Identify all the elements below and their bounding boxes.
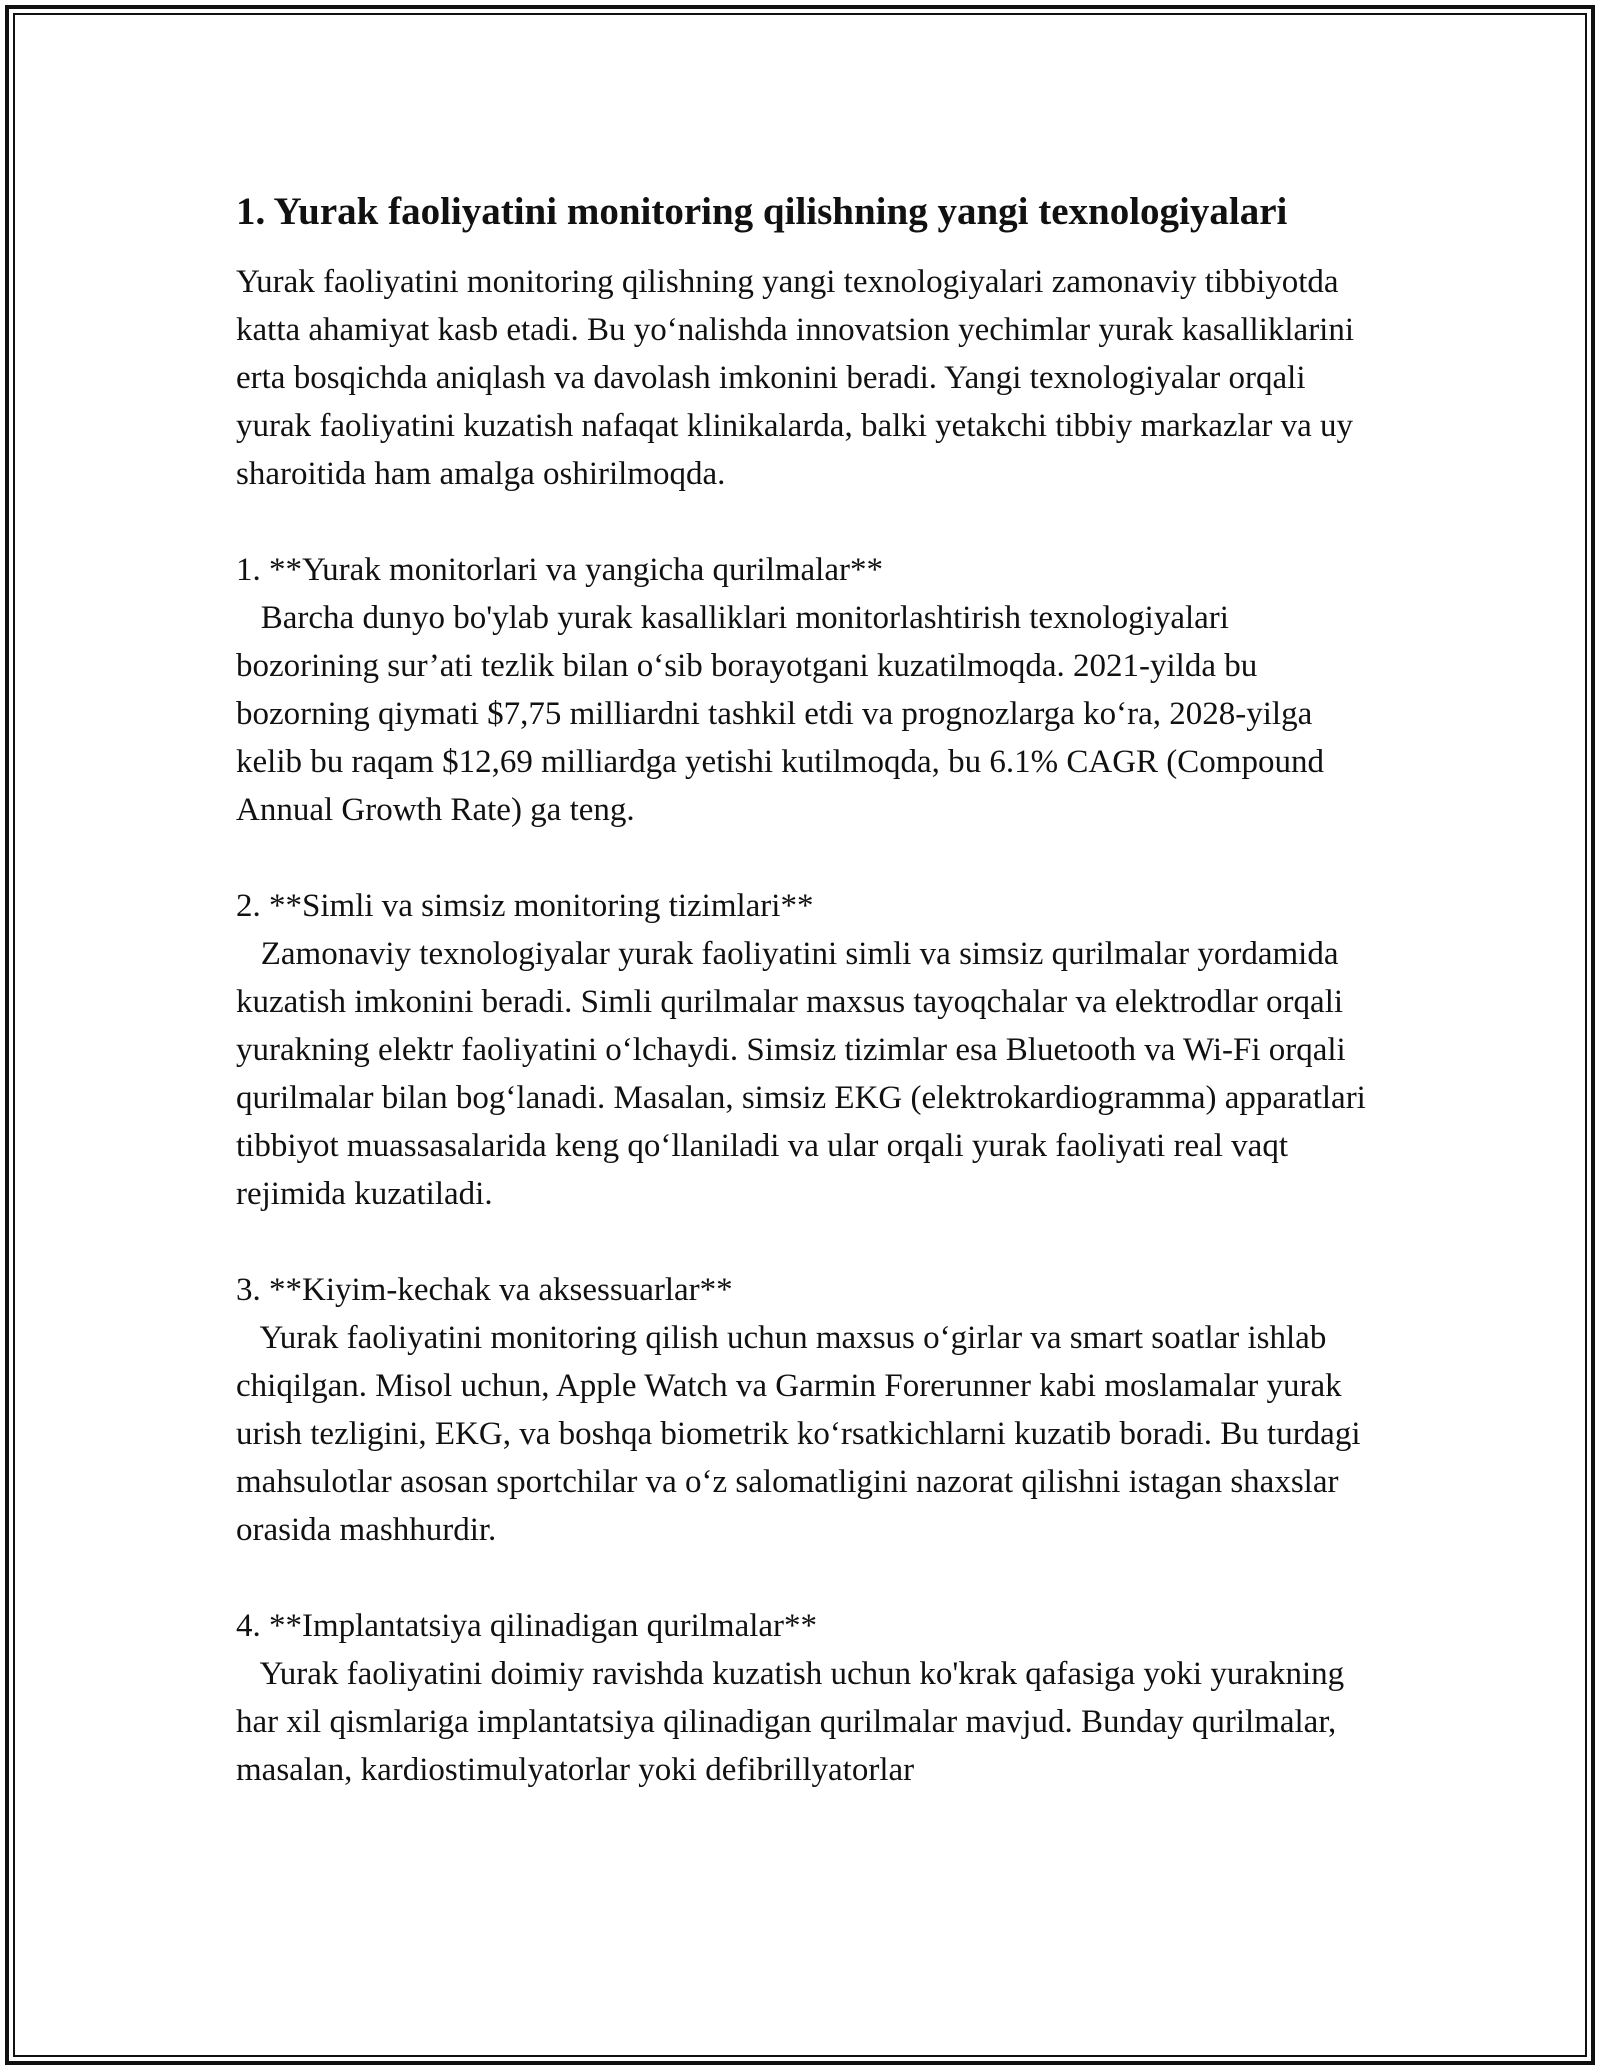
section-2 xyxy=(236,882,1376,1218)
document-title: 1. Yurak faoliyatini monitoring qilishning yangi texnologiyalari xyxy=(236,190,1288,233)
document-body xyxy=(236,186,1376,1794)
section-4 xyxy=(236,1602,1376,1794)
section-3 xyxy=(236,1266,1376,1554)
section-heading: 1. **Yurak monitorlari va yangicha qurilmalar** xyxy=(236,552,883,588)
spacer xyxy=(236,1554,1376,1602)
section-body-text: Zamonaviy texnologiyalar yurak faoliyatini simli va simsiz qurilmalar yordamida kuzatish imkonini beradi. Simli qurilmalar maxsus tayoqchalar va elektrodlar orqali yurakning elektr faoliyatini o‘lchaydi. Simsiz tizimlar esa Bluetooth va Wi-Fi orqali qurilmalar bilan bog‘lanadi. Masalan, simsiz EKG (elektrokardiogramma) apparatlari tibbiyot muassasalarida keng qo‘llaniladi va ular orqali yurak faoliyati real vaqt rejimida kuzatiladi. xyxy=(236,936,1366,1212)
section-heading: 3. **Kiyim-kechak va aksessuarlar** xyxy=(236,1272,733,1308)
section-body xyxy=(236,1650,1376,1794)
intro-paragraph: Yurak faoliyatini monitoring qilishning yangi texnologiyalari zamonaviy tibbiyotda katta ahamiyat kasb etadi. Bu yo‘nalishda innovatsion yechimlar yurak kasalliklarini erta bosqichda aniqlash va davolash imkonini beradi. Yangi texnologiyalar orqali yurak faoliyatini kuzatish nafaqat klinikalarda, balki yetakchi tibbiy markazlar va uy sharoitida ham amalga oshirilmoqda. xyxy=(236,264,1355,492)
section-body xyxy=(236,594,1376,834)
section-body xyxy=(236,930,1376,1218)
spacer xyxy=(236,498,1376,546)
section-body-text: Barcha dunyo bo'ylab yurak kasalliklari monitorlashtirish texnologiyalari bozorining sur’ati tezlik bilan o‘sib borayotgani kuzatilmoqda. 2021-yilda bu bozorning qiymati $7,75 milliardni tashkil etdi va prognozlarga ko‘ra, 2028-yilga kelib bu raqam $12,69 milliardga yetishi kutilmoqda, bu 6.1% CAGR (Compound Annual Growth Rate) ga teng. xyxy=(236,600,1324,828)
section-heading: 2. **Simli va simsiz monitoring tizimlari** xyxy=(236,888,814,924)
section-1 xyxy=(236,546,1376,834)
spacer xyxy=(236,1218,1376,1266)
section-heading: 4. **Implantatsiya qilinadigan qurilmalar** xyxy=(236,1608,818,1644)
section-body-text: Yurak faoliyatini monitoring qilish uchun maxsus o‘girlar va smart soatlar ishlab chiqilgan. Misol uchun, Apple Watch va Garmin Forerunner kabi moslamalar yurak urish tezligini, EKG, va boshqa biometrik ko‘rsatkichlarni kuzatib boradi. Bu turdagi mahsulotlar asosan sportchilar va o‘z salomatligini nazorat qilishni istagan shaxslar orasida mashhurdir. xyxy=(236,1320,1361,1548)
spacer xyxy=(236,834,1376,882)
section-body-text: Yurak faoliyatini doimiy ravishda kuzatish uchun ko'krak qafasiga yoki yurakning har xil qismlariga implantatsiya qilinadigan qurilmalar mavjud. Bunday qurilmalar, masalan, kardiostimulyatorlar yoki defibrillyatorlar xyxy=(236,1656,1345,1788)
section-body xyxy=(236,1314,1376,1554)
